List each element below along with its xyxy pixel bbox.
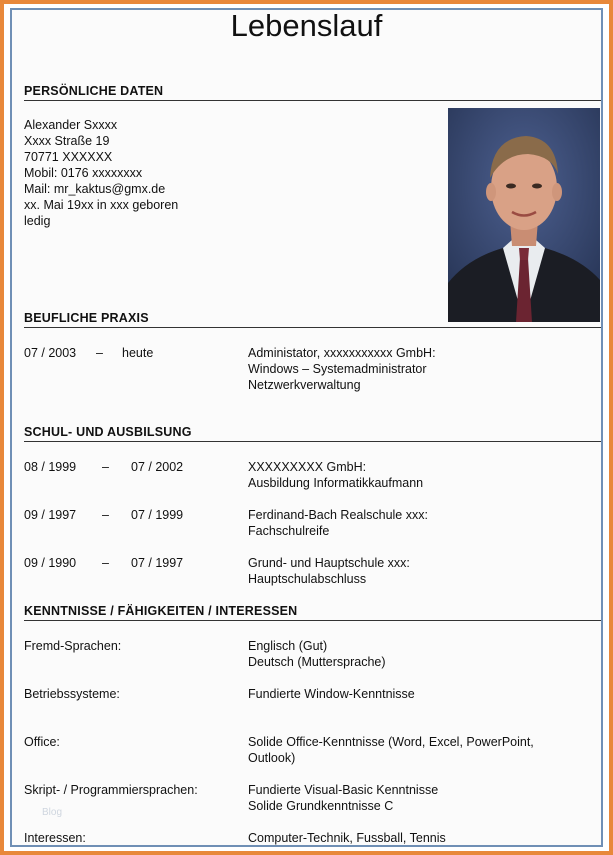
- skill-description: [248, 686, 415, 702]
- personal-name: Alexander Sxxxx: [24, 118, 118, 132]
- skill-desc-line: Computer-Technik, Fussball, Tennis: [248, 831, 446, 845]
- personal-status: ledig: [24, 214, 51, 228]
- practice-description: [248, 345, 436, 393]
- skill-label: Fremd-Sprachen:: [24, 639, 122, 653]
- education-dash: –: [102, 556, 109, 570]
- skill-label: Skript- / Programmiersprachen:: [24, 783, 198, 797]
- personal-birth: xx. Mai 19xx in xxx geboren: [24, 198, 179, 212]
- education-desc-line: Hauptschulabschluss: [248, 572, 367, 586]
- section-heading-personal: PERSÖNLICHE DATEN: [24, 84, 601, 101]
- personal-city: 70771 XXXXXX: [24, 150, 113, 164]
- skill-description: [248, 734, 534, 766]
- document-title: Lebenslauf: [230, 8, 383, 43]
- education-dash: –: [102, 508, 109, 522]
- practice-desc-line: Windows – Systemadministrator: [248, 362, 427, 376]
- skill-desc-line: Englisch (Gut): [248, 639, 328, 653]
- education-from: 08 / 1999: [24, 460, 77, 474]
- education-from: 09 / 1997: [24, 508, 77, 522]
- education-desc-line: Ausbildung Informatikkaufmann: [248, 476, 424, 490]
- section-heading-education: SCHUL- UND AUSBILSUNG: [24, 425, 601, 442]
- section-heading-practice: BEUFLICHE PRAXIS: [24, 311, 601, 328]
- practice-desc-line: Netzwerkverwaltung: [248, 378, 361, 392]
- education-description: [248, 555, 410, 587]
- skill-desc-line: Solide Office-Kenntnisse (Word, Excel, PowerPoint,: [248, 735, 534, 749]
- portrait-illustration: [448, 108, 600, 322]
- education-description: [248, 507, 428, 539]
- skill-desc-line: Solide Grundkenntnisse C: [248, 799, 394, 813]
- practice-from: 07 / 2003: [24, 346, 77, 360]
- practice-desc-line: Administator, xxxxxxxxxxx GmbH:: [248, 346, 436, 360]
- skill-description: [248, 782, 438, 814]
- education-dash: –: [102, 460, 109, 474]
- skill-label: Office:: [24, 735, 60, 749]
- skill-label: Betriebssysteme:: [24, 687, 120, 701]
- skill-description: [248, 830, 446, 846]
- skill-desc-line: Outlook): [248, 751, 296, 765]
- education-desc-line: XXXXXXXXX GmbH:: [248, 460, 367, 474]
- personal-data-block: [24, 117, 178, 229]
- section-heading-skills: KENNTNISSE / FÄHIGKEITEN / INTERESSEN: [24, 604, 601, 621]
- personal-mail: Mail: mr_kaktus@gmx.de: [24, 182, 166, 196]
- education-to: 07 / 1999: [131, 508, 184, 522]
- skill-desc-line: Fundierte Visual-Basic Kenntnisse: [248, 783, 439, 797]
- skill-label: Interessen:: [24, 831, 86, 845]
- education-desc-line: Fachschulreife: [248, 524, 330, 538]
- skill-description: [248, 638, 386, 670]
- education-desc-line: Grund- und Hauptschule xxx:: [248, 556, 410, 570]
- skill-desc-line: Fundierte Window-Kenntnisse: [248, 687, 415, 701]
- personal-mobile: Mobil: 0176 xxxxxxxx: [24, 166, 143, 180]
- education-from: 09 / 1990: [24, 556, 77, 570]
- education-desc-line: Ferdinand-Bach Realschule xxx:: [248, 508, 428, 522]
- watermark: Blog: [42, 807, 63, 818]
- education-description: [248, 459, 423, 491]
- education-to: 07 / 2002: [131, 460, 184, 474]
- education-to: 07 / 1997: [131, 556, 184, 570]
- skill-desc-line: Deutsch (Muttersprache): [248, 655, 386, 669]
- practice-to: heute: [122, 346, 154, 360]
- practice-dash: –: [96, 346, 103, 360]
- portrait-photo: [448, 108, 600, 322]
- personal-street: Xxxx Straße 19: [24, 134, 110, 148]
